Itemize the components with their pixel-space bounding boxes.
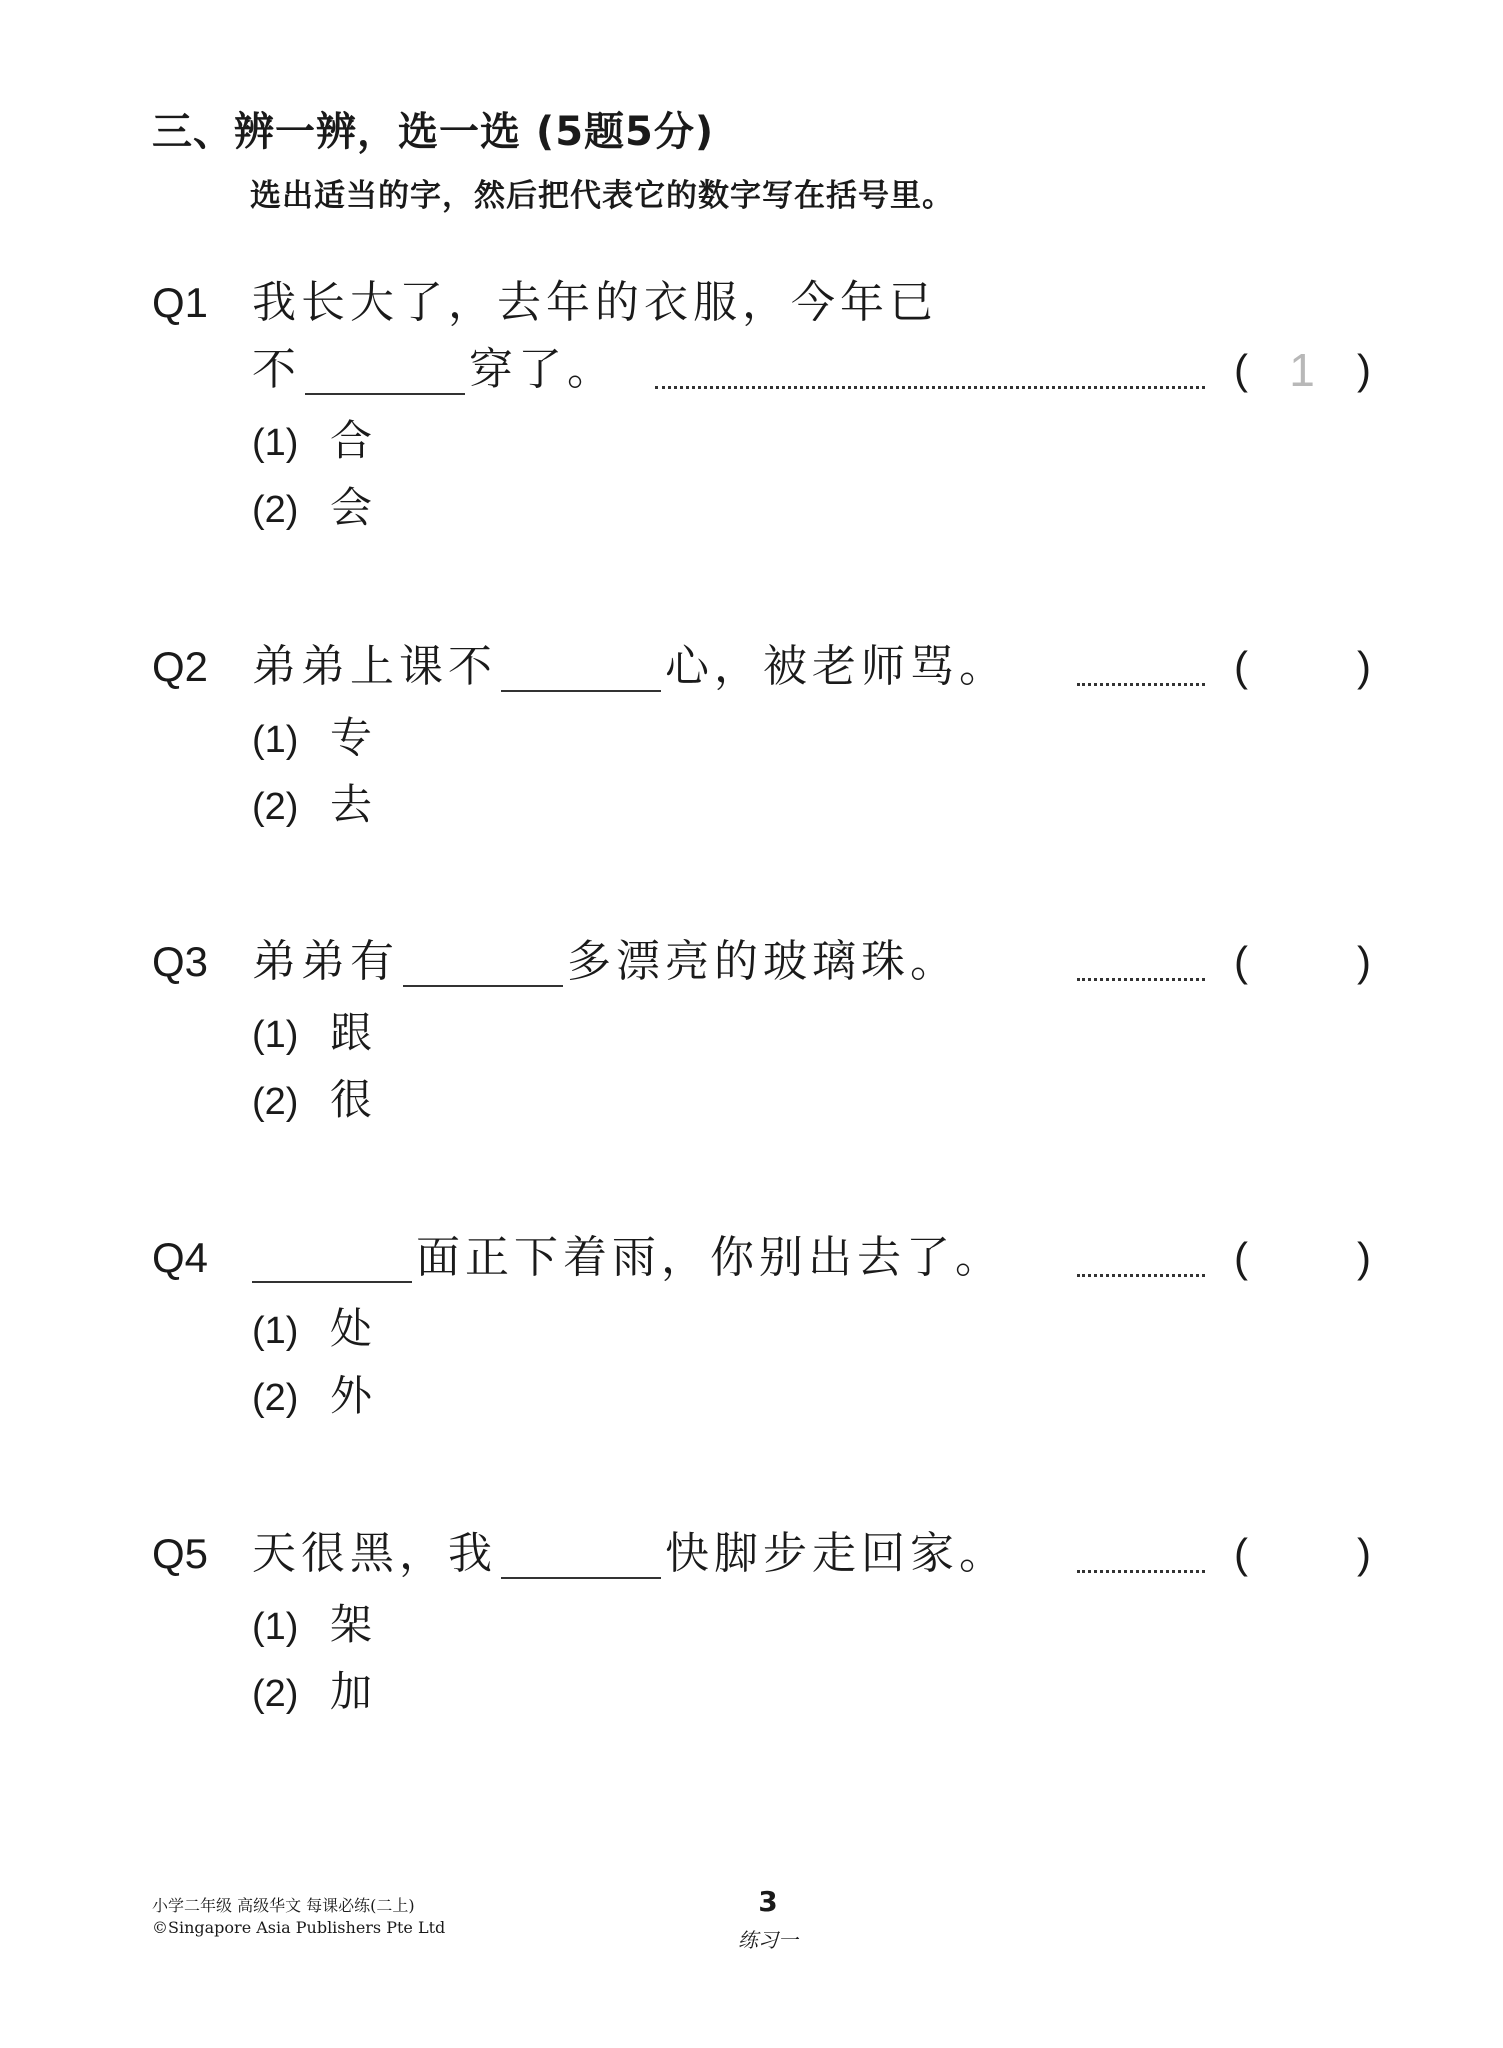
paren-open: (	[1234, 643, 1248, 690]
option-number: (2)	[252, 1081, 299, 1123]
answer-blank	[501, 1537, 661, 1579]
leader-dots	[1077, 978, 1205, 981]
option-char: 会	[330, 483, 373, 532]
question-text-line1	[252, 278, 938, 328]
section-title: 三、辨一辨，选一选 (5题5分)	[152, 109, 715, 155]
option-char: 专	[330, 713, 373, 762]
question-text-line	[252, 937, 959, 987]
paren-close: )	[1357, 1234, 1371, 1281]
paren-open: (	[1234, 938, 1248, 985]
option-char: 去	[330, 780, 373, 829]
option-2	[252, 483, 372, 542]
question-text-after: 心，被老师骂。	[665, 641, 1008, 692]
section-instruction: 选出适当的字，然后把代表它的数字写在括号里。	[250, 178, 954, 214]
paren-open: (	[1234, 346, 1248, 393]
book-title: 小学二年级 高级华文 每课必练(二上)	[152, 1896, 415, 1915]
question-text-before: 弟弟上课不	[252, 641, 497, 692]
question-text-line2	[252, 345, 616, 395]
question-text-after: 穿了。	[469, 344, 616, 395]
question-number: Q3	[152, 938, 209, 985]
paren-close: )	[1357, 346, 1371, 393]
option-char: 加	[330, 1667, 373, 1716]
leader-dots	[1077, 683, 1205, 686]
question-text-after: 快脚步走回家。	[665, 1528, 1008, 1579]
option-number: (2)	[252, 489, 299, 531]
option-char: 很	[330, 1075, 373, 1124]
question-number: Q1	[152, 279, 209, 326]
option-char: 处	[330, 1304, 373, 1353]
option-number: (1)	[252, 1310, 299, 1352]
option-2	[252, 1371, 372, 1430]
question-text-line	[252, 1529, 1008, 1579]
answer-input[interactable]: 1	[1289, 344, 1315, 396]
footer-left	[152, 1895, 445, 1939]
leader-dots	[1077, 1274, 1205, 1277]
paren-open: (	[1234, 1234, 1248, 1281]
option-number: (2)	[252, 1377, 299, 1419]
leader-dots	[655, 386, 1205, 389]
question-number: Q2	[152, 643, 209, 690]
question-text-before: 弟弟有	[252, 936, 399, 987]
question-text-line	[252, 642, 1008, 692]
option-number: (1)	[252, 1014, 299, 1056]
option-2	[252, 1075, 372, 1134]
paren-close: )	[1357, 938, 1371, 985]
option-number: (1)	[252, 719, 299, 761]
question-text-line	[252, 1233, 1004, 1283]
option-number: (2)	[252, 786, 299, 828]
option-1	[252, 1304, 372, 1363]
option-number: (2)	[252, 1673, 299, 1715]
paren-close: )	[1357, 1530, 1371, 1577]
option-char: 外	[330, 1371, 373, 1420]
option-char: 跟	[330, 1008, 373, 1057]
answer-blank	[252, 1241, 412, 1283]
answer-blank	[305, 353, 465, 395]
option-number: (1)	[252, 422, 299, 464]
option-char: 架	[330, 1600, 373, 1649]
paren-open: (	[1234, 1530, 1248, 1577]
answer-blank	[501, 650, 661, 692]
question-text-before: 不	[252, 344, 301, 395]
question-text-after: 多漂亮的玻璃珠。	[567, 936, 959, 987]
option-1	[252, 1600, 372, 1659]
option-2	[252, 1667, 372, 1726]
option-1	[252, 416, 372, 475]
answer-blank	[403, 945, 563, 987]
exercise-label: 练习一	[738, 1928, 798, 1952]
leader-dots	[1077, 1570, 1205, 1573]
option-char: 合	[330, 416, 373, 465]
question-number: Q5	[152, 1530, 209, 1577]
question-number: Q4	[152, 1234, 209, 1281]
option-1	[252, 713, 372, 772]
option-number: (1)	[252, 1606, 299, 1648]
page-number: 3	[758, 1885, 778, 1918]
option-2	[252, 780, 372, 839]
question-text: 我长大了，去年的衣服，今年已	[252, 277, 938, 328]
copyright: ©Singapore Asia Publishers Pte Ltd	[152, 1918, 446, 1937]
paren-close: )	[1357, 643, 1371, 690]
question-text-before: 天很黑，我	[252, 1528, 497, 1579]
option-1	[252, 1008, 372, 1067]
question-text-after: 面正下着雨，你别出去了。	[416, 1232, 1004, 1283]
